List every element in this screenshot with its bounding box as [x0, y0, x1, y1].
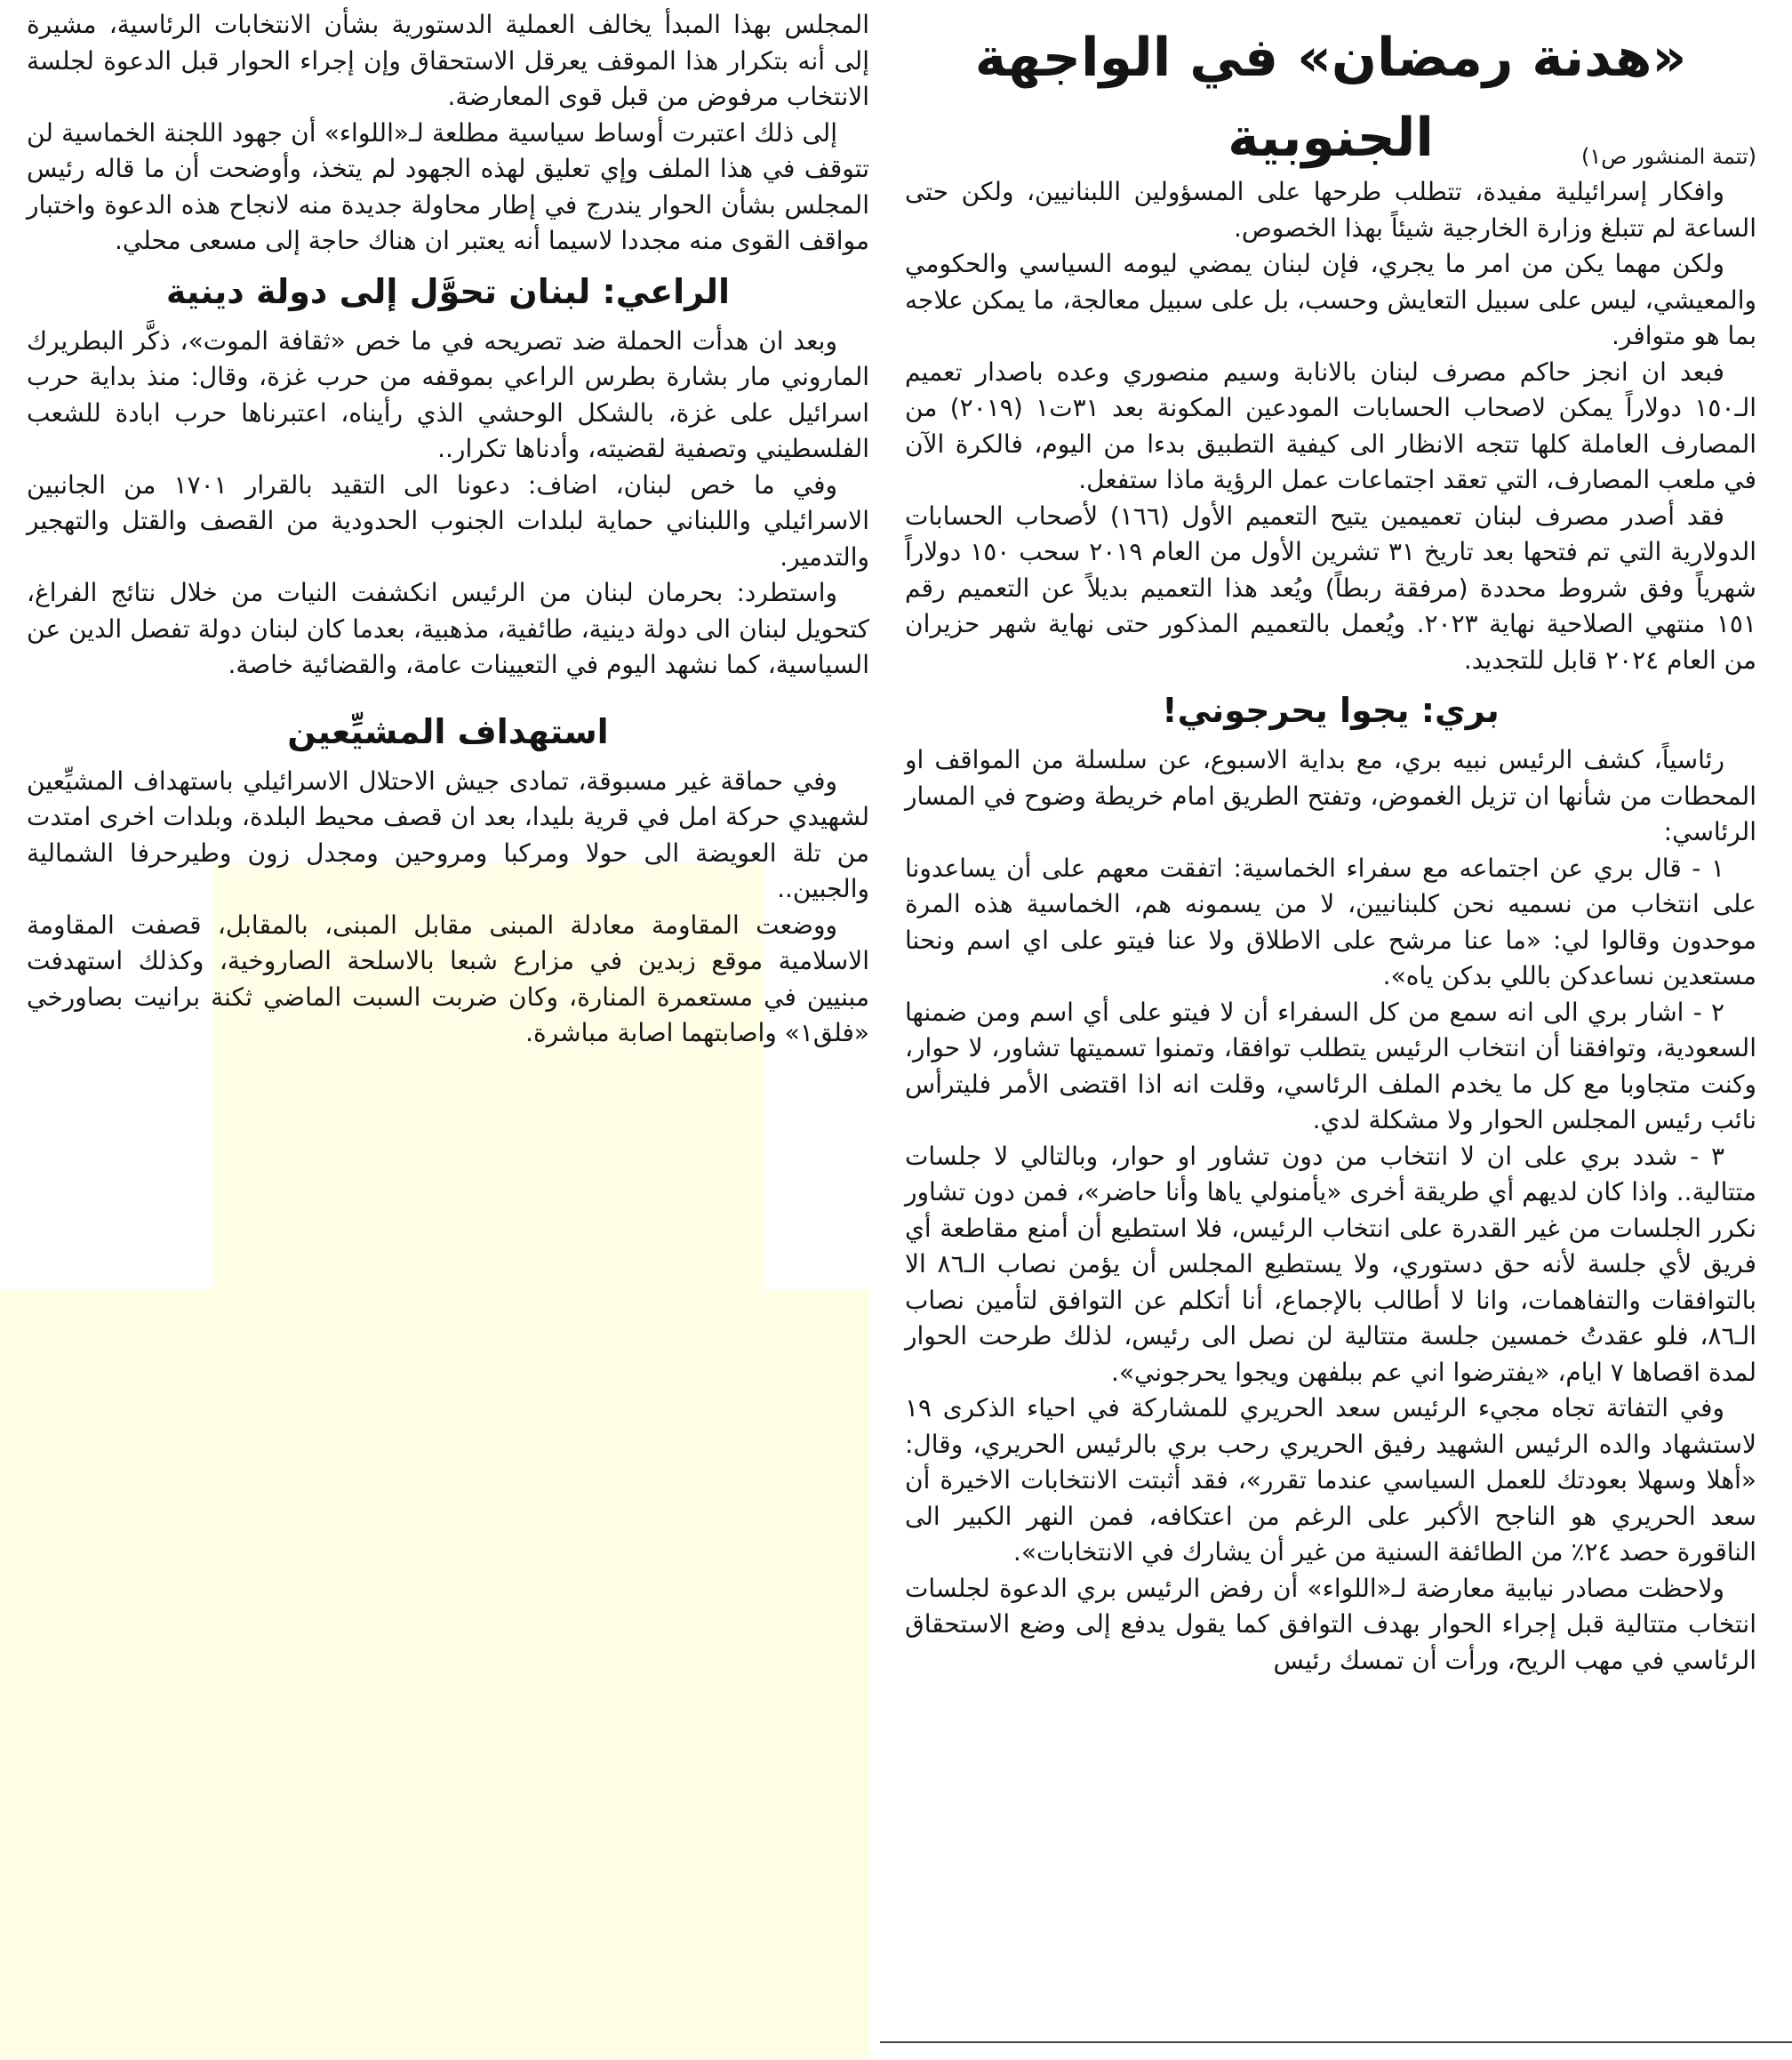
- right-paragraph: فبعد ان انجز حاكم مصرف لبنان بالانابة وسيم منصوري وعده باصدار تعميم الـ١٥٠ دولاراً يمكن لاصحاب الحسابات المودعين المكونة بعد ٣١ت١ (٢٠١٩) من المصارف العاملة كلها تتجه الانظار الى كيفية التطبيق بدءا من اليوم، فالكرة الآن في ملعب المصارف، التي تعقد اجتماعات عمل الرؤية ماذا ستفعل.: [905, 357, 1757, 494]
- berri-paragraph: ١ - قال بري عن اجتماعه مع سفراء الخماسية: اتفقت معهم على أن يساعدونا على انتخاب من نسميه نحن كلبنانيين، لا من يسمونه هم، الخماسية هذه المرة موحدون وقالوا لي: «ما عنا مرشح على الاطلاق ولا عنا فيتو على اي اسم ونحنا مستعدين نساعدكن باللي بدكن ياه».: [905, 853, 1756, 990]
- right-paragraph: ولكن مهما يكن من امر ما يجري، فإن لبنان يمضي ليومه السياسي والحكومي والمعيشي، ليس على سبيل التعايش وحسب، بل على سبيل معالجة، ما يمكن علاجه بما هو متوافر.: [905, 249, 1756, 350]
- targeting-paragraph: ووضعت المقاومة معادلة المبنى مقابل المبنى، بالمقابل، قصفت المقاومة الاسلامية موقع زبدين في مزارع شبعا بالاسلحة الصاروخية، وكذلك استهدفت مبنيين في مستعمرة المنارة، وكان ضربت السبت الماضي ثكنة برانيت بصاورخي «فلق١» واصابتهما اصابة مباشرة.: [27, 910, 869, 1047]
- right-paragraph: وافكار إسرائيلية مفيدة، تتطلب طرحها على المسؤولين اللبنانيين، ولكن حتى الساعة لم تتبلغ وزارة الخارجية شيئاً بهذا الخصوص.: [905, 177, 1756, 243]
- subhead-berri: بري: يجوا يحرجوني!: [1162, 691, 1500, 730]
- article-title: «هدنة رمضان» في الواجهة الجنوبية: [974, 27, 1687, 169]
- rai-paragraph: واستطرد: بحرمان لبنان من الرئيس انكشفت النيات من خلال نتائج الفراغ، كتحويل لبنان الى دولة دينية، طائفية، مذهبية، بعدما كان لبنان دولة تفصل الدين عن السياسية، كما نشهد اليوم في التعيينات عامة، والقضائية خاصة.: [27, 578, 869, 679]
- left-paragraph: إلى ذلك اعتبرت أوساط سياسية مطلعة لـ«اللواء» أن جهود اللجنة الخماسية لن تتوقف في هذا الملف وإي تعليق لهذه الجهود لم يتخذ، وأوضحت أن ما قاله رئيس المجلس بشأن الحوار يندرج في إطار محاولة جديدة منه لانجاح هذه الدعوة واختبار مواقف القوى منه مجددا لاسيما أنه يعتبر ان هناك حاجة إلى مسعى محلي.: [27, 117, 869, 255]
- right-column: [905, 105, 1756, 1679]
- rai-paragraph: وبعد ان هدأت الحملة ضد تصريحه في ما خص «ثقافة الموت»، ذكَّر البطريرك الماروني مار بشارة بطرس الراعي بموقفه من حرب غزة، وقال: منذ بداية حرب اسرائيل على غزة، بالشكل الوحشي الذي رأيناه، اعتبرناها حرب ابادة للشعب الفلسطيني وتصفية لقضيته، وأدناها تكرار..: [27, 325, 869, 463]
- berri-paragraph: وفي التفاتة تجاه مجيء الرئيس سعد الحريري للمشاركة في احياء الذكرى ١٩ لاستشهاد والده الرئيس الشهيد رفيق الحريري رحب بري بالرئيس الحريري، وقال: «أهلا وسهلا بعودتك للعمل السياسي عندما تقرر»، فقد أثبتت الانتخابات الاخيرة أن سعد الحريري هو الناجح الأكبر على الرغم من اعتكافه، فمن النهر الكبير الى الناقورة حصد ٢٤٪ من الطائفة السنية من غير أن يشارك في الانتخابات».: [905, 1393, 1756, 1567]
- left-paragraph: المجلس بهذا المبدأ يخالف العملية الدستورية بشأن الانتخابات الرئاسية، مشيرة إلى أنه بتكرار هذا الموقف يعرقل الاستحقاق وإن إجراء الحوار قبل الدعوة لجلسة الانتخاب مرفوض من قبل قوى المعارضة.: [27, 10, 869, 111]
- left-column: [27, 7, 869, 1052]
- continuation-note: (تتمة المنشور ص١): [1580, 144, 1756, 169]
- berri-paragraph: ٢ - اشار بري الى انه سمع من كل السفراء أن لا فيتو على أي اسم ومن ضمنها السعودية، وتوافقنا أن انتخاب الرئيس يتطلب توافقا، وتمنوا تسميتها تشاور، لا حوار، وكنت متجاوبا مع كل ما يخدم الملف الرئاسي، وقلت انه اذا اقتضى الأمر فليترأس نائب رئيس المجلس الحوار ولا مشكلة لدي.: [905, 997, 1756, 1134]
- subhead-rai: الراعي: لبنان تحوَّل إلى دولة دينية: [165, 271, 731, 311]
- berri-paragraph: رئاسياً، كشف الرئيس نبيه بري، مع بداية الاسبوع، عن سلسلة من المواقف او المحطات من شأنها ان تزيل الغموض، وتفتح الطريق امام خريطة وضوح في المسار الرئاسي:: [905, 745, 1756, 846]
- targeting-paragraph: وفي حماقة غير مسبوقة، تمادى جيش الاحتلال الاسرائيلي باستهداف المشيِّعين لشهيدي حركة امل في قرية بليدا، بعد ان قصف محيط البلدة، وبلدات اخرى امتدت من تلة العويضة الى حولا ومركبا ومروحين ومجدل زون وطيرحرفا الشمالية والجبين..: [27, 765, 869, 903]
- highlight-region-bottom: [0, 1289, 869, 2060]
- right-paragraph: فقد أصدر مصرف لبنان تعميمين يتيح التعميم الأول (١٦٦) لأصحاب الحسابات الدولارية التي تم فتحها بعد تاريخ ٣١ تشرين الأول من العام ٢٠١٩ سحب ١٥٠ دولاراً شهرياً وفق شروط محددة (مرفقة ربطاً) ويُعد هذا التعميم بديلاً عن التعميم رقم ١٥١ منتهي الصلاحية نهاية ٢٠٢٣. ويُعمل بالتعميم المذكور حتى نهاية شهر حزيران من العام ٢٠٢٤ قابل للتجديد.: [905, 501, 1756, 675]
- bottom-rule: [880, 2041, 1792, 2043]
- berri-paragraph: ولاحظت مصادر نيابية معارضة لـ«اللواء» أن رفض الرئيس بري الدعوة لجلسات انتخاب متتالية قبل إجراء الحوار بهدف التوافق كما يقول يدفع إلى وضع الاستحقاق الرئاسي في مهب الريح، ورأت أن تمسك رئيس: [905, 1573, 1756, 1675]
- berri-paragraph: ٣ - شدد بري على ان لا انتخاب من دون تشاور او حوار، وبالتالي لا جلسات متتالية.. واذا كان لديهم أي طريقة أخرى «يأمنولي ياها وأنا حاضر»، فمن دون تشاور نكرر الجلسات من غير القدرة على انتخاب الرئيس، فلا استطيع أن أمنع مقاطعة أي فريق لأي جلسة لأنه حق دستوري، ولا يستطيع المجلس أن يؤمن نصاب الـ٨٦ الا بالتوافقات والتفاهمات، وانا لا أطالب بالإجماع، أنا أتكلم عن التوافق لتأمين نصاب الـ٨٦، فلو عقدتُ خمسين جلسة متتالية لن نصل الى رئيس، لذلك طرحت الحوار لمدة اقصاها ٧ ايام، «يفترضوا اني عم ببلفهن ويجوا يحرجوني».: [905, 1141, 1757, 1387]
- rai-paragraph: وفي ما خص لبنان، اضاف: دعونا الى التقيد بالقرار ١٧٠١ من الجانبين الاسرائيلي واللبناني حماية لبلدات الجنوب الحدودية من القصف والقتل والتهجير والتدمير.: [27, 469, 869, 572]
- subhead-targeting: استهداف المشيِّعين: [287, 711, 609, 751]
